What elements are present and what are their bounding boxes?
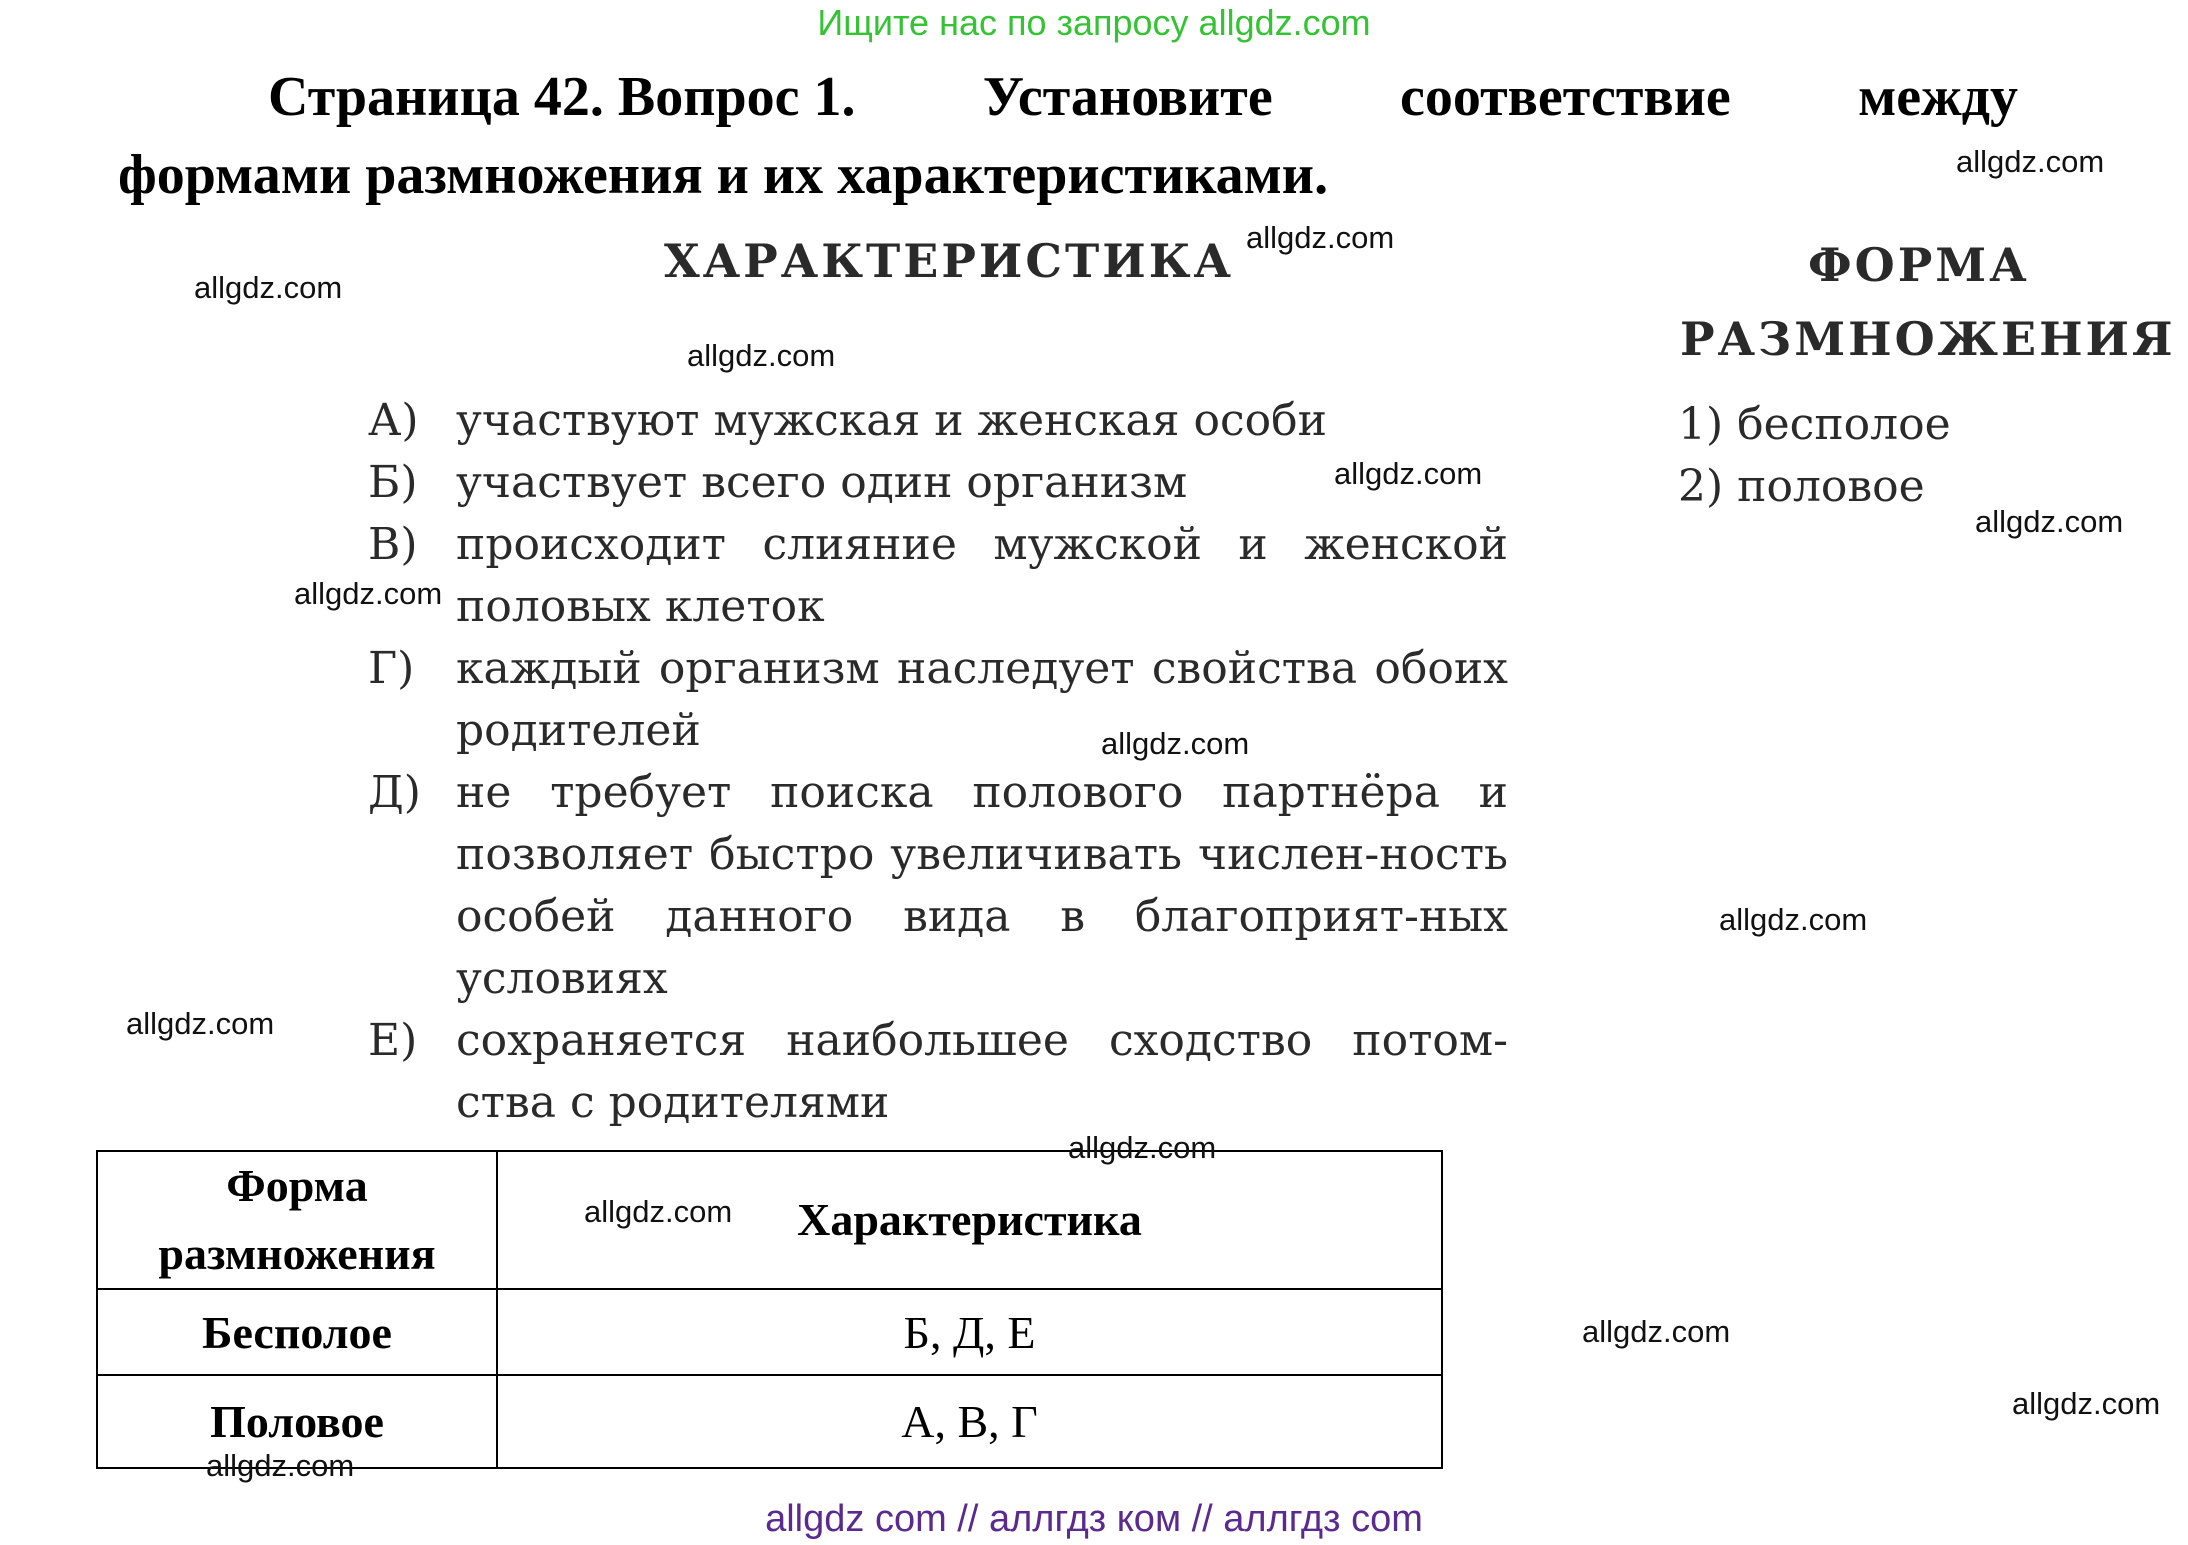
watermark: allgdz.com (206, 1448, 355, 1483)
heading-line-2: формами размножения и их характеристиками. (118, 144, 1329, 206)
item-label: Г) (368, 643, 415, 694)
list-item (368, 638, 1508, 762)
form-title-line-1: ФОРМА (1808, 238, 2030, 292)
form-cell: Бесполое (97, 1289, 497, 1375)
characteristics-cell: А, В, Г (497, 1375, 1442, 1468)
watermark: allgdz.com (1719, 902, 1868, 937)
table-row (97, 1289, 1442, 1375)
list-item (368, 762, 1508, 1010)
item-text: не требует поиска полового партнёра и позволяет быстро увеличивать числен-ность особей данного вида в благоприят-ных условиях (456, 767, 1508, 1004)
list-item (368, 390, 1508, 452)
header-form-cell (97, 1151, 497, 1289)
search-banner: Ищите нас по запросу allgdz.com (817, 2, 1371, 43)
watermark: allgdz.com (1068, 1130, 1217, 1165)
watermark: allgdz.com (584, 1194, 733, 1229)
item-label: А) (368, 395, 419, 446)
watermark: allgdz.com (1101, 726, 1250, 761)
form-option: 1) бесполое (1678, 399, 1951, 450)
item-text: происходит слияние мужской и женской половых клеток (456, 519, 1508, 632)
characteristics-cell: Б, Д, Е (497, 1289, 1442, 1375)
watermark: allgdz.com (1582, 1314, 1731, 1349)
characteristic-title: ХАРАКТЕРИСТИКА (664, 234, 1235, 288)
header-characteristic-cell: Характеристика (497, 1151, 1442, 1289)
heading-word: между (1858, 66, 2018, 128)
heading-word: Установите (982, 66, 1273, 128)
watermark: allgdz.com (126, 1006, 275, 1041)
item-label: В) (368, 519, 418, 570)
answer-table (96, 1150, 1443, 1469)
watermark: allgdz.com (1334, 456, 1483, 491)
footer-text: allgdz com // аллгдз ком // аллгдз com (765, 1498, 1423, 1540)
form-option: 2) половое (1678, 461, 1925, 512)
item-text: каждый организм наследует свойства обоих родителей (456, 643, 1508, 756)
item-text: сохраняется наибольшее сходство потом-ства с родителями (456, 1015, 1508, 1128)
form-cell: Половое (97, 1375, 497, 1468)
item-label: Д) (368, 767, 421, 818)
question-heading (118, 58, 2018, 214)
watermark: allgdz.com (687, 338, 836, 373)
watermark: allgdz.com (1956, 144, 2105, 179)
watermark: allgdz.com (194, 270, 343, 305)
watermark: allgdz.com (1975, 504, 2124, 539)
item-label: Б) (368, 457, 418, 508)
item-text: участвуют мужская и женская особи (456, 395, 1327, 446)
watermark: allgdz.com (2012, 1386, 2161, 1421)
item-label: Е) (368, 1015, 418, 1066)
table-header-row (97, 1151, 1442, 1289)
watermark: allgdz.com (1246, 220, 1395, 255)
list-item (368, 1010, 1508, 1134)
list-item (368, 514, 1508, 638)
form-title-line-2: РАЗМНОЖЕНИЯ (1680, 312, 2176, 366)
watermark: allgdz.com (294, 576, 443, 611)
item-text: участвует всего один организм (456, 457, 1188, 508)
header-form-line: размножения (158, 1228, 436, 1279)
header-form-line: Форма (226, 1160, 368, 1211)
heading-word: Страница 42. Вопрос 1. (268, 66, 856, 128)
heading-word: соответствие (1400, 66, 1731, 128)
